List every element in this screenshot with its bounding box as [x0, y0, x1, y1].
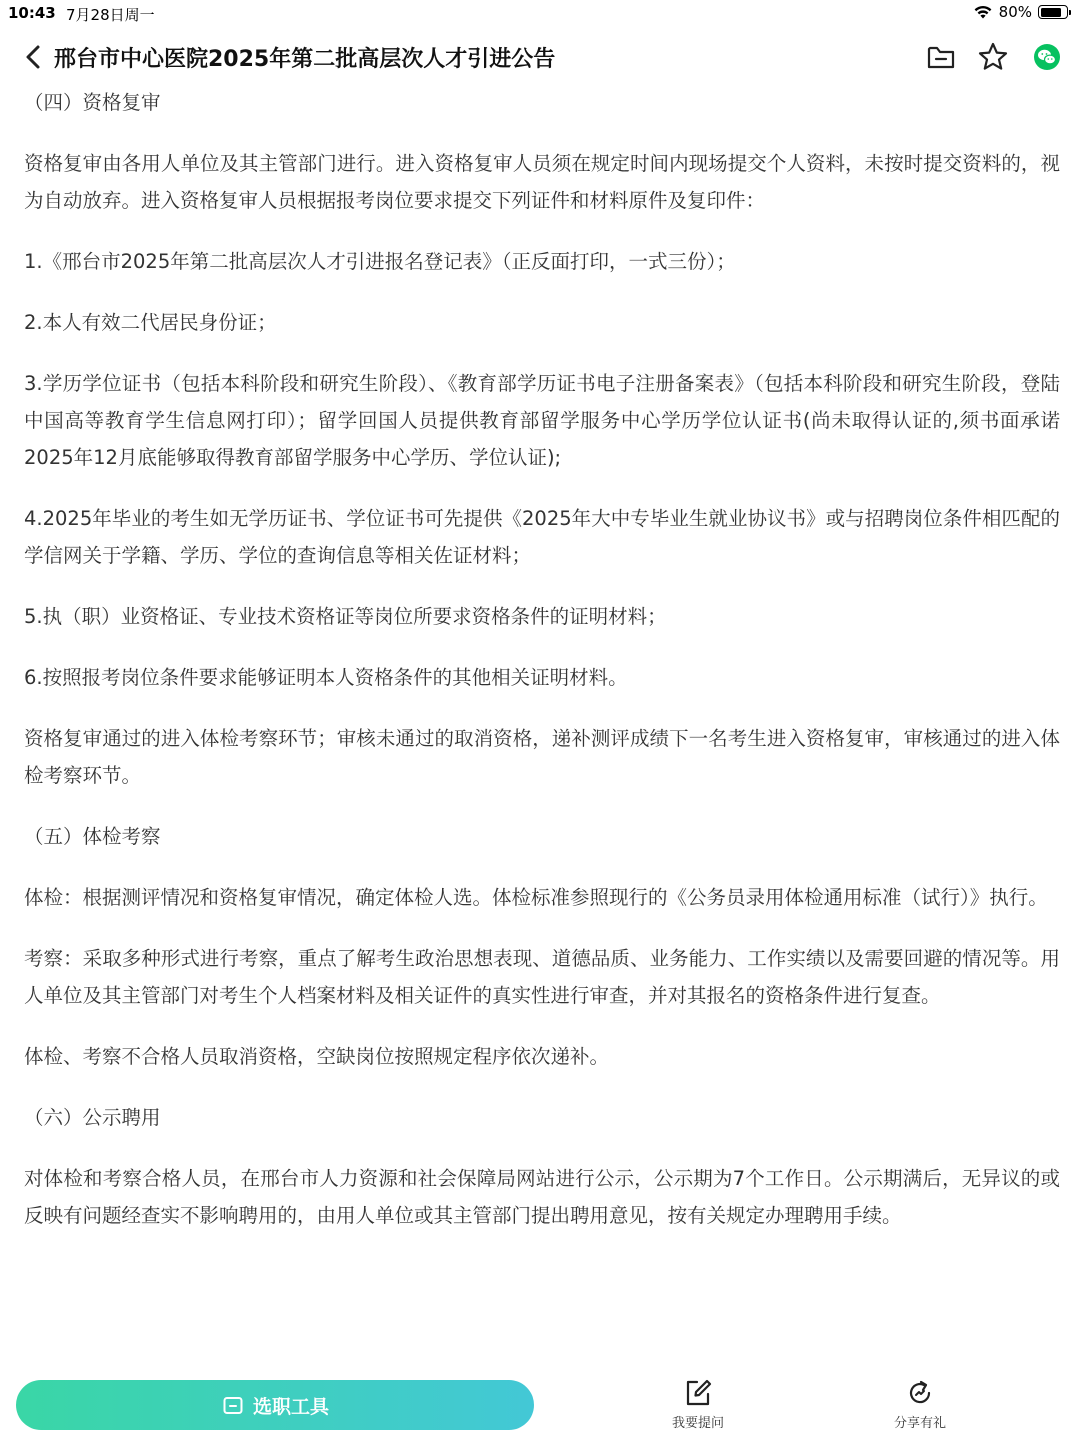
wechat-icon [1030, 40, 1064, 74]
paragraph: 资格复审通过的进入体检考察环节；审核未通过的取消资格，递补测评成绩下一名考生进入资格复审，审核通过的进入体检考察环节。 [24, 727, 1060, 787]
paragraph: 资格复审由各用人单位及其主管部门进行。进入资格复审人员须在规定时间内现场提交个人资料，未按时提交资料的，视为自动放弃。进入资格复审人员根据报考岗位要求提交下列证件和材料原件及复印件： [24, 152, 1060, 212]
paragraph: 6.按照报考岗位条件要求能够证明本人资格条件的其他相关证明材料。 [24, 666, 628, 689]
paragraph: 2.本人有效二代居民身份证； [24, 311, 277, 334]
paragraph: 体检、考察不合格人员取消资格，空缺岗位按照规定程序依次递补。 [24, 1045, 610, 1068]
status-date: 7月28日周一 [66, 6, 155, 24]
status-right [973, 3, 1068, 21]
share-icon [905, 1378, 935, 1408]
article-content [24, 84, 1060, 1258]
star-icon [976, 40, 1010, 74]
status-time: 10:43 [8, 4, 56, 22]
edit-icon [683, 1378, 713, 1408]
section-heading: （六）公示聘用 [24, 1106, 161, 1129]
page-title: 邢台市中心医院2025年第二批高层次人才引进公告 [54, 47, 556, 72]
wechat-share-button[interactable] [1030, 40, 1064, 74]
ask-question-button[interactable] [638, 1378, 758, 1431]
ask-question-label: 我要提问 [671, 1416, 724, 1431]
paragraph: 对体检和考察合格人员，在邢台市人力资源和社会保障局网站进行公示，公示期为7个工作日。公示期满后，无异议的或反映有问题经查实不影响聘用的，由用人单位或其主管部门提出聘用意见，按有关规定办理聘用手续。 [24, 1167, 1060, 1227]
bottom-bar [0, 1370, 1080, 1440]
battery-fill [1041, 8, 1061, 17]
folder-icon [924, 40, 958, 74]
battery-icon [1038, 5, 1068, 19]
paragraph: 1.《邢台市2025年第二批高层次人才引进报名登记表》（正反面打印，一式三份）； [24, 250, 736, 273]
battery-percent: 80% [998, 3, 1032, 21]
status-bar [0, 0, 1080, 28]
paragraph: 4.2025年毕业的考生如无学历证书、学位证书可先提供《2025年大中专毕业生就业协议书》或与招聘岗位条件相匹配的学信网关于学籍、学历、学位的查询信息等相关佐证材料； [24, 507, 1060, 567]
job-tool-label: 选职工具 [252, 1395, 329, 1418]
job-tool-button[interactable] [16, 1380, 534, 1430]
paragraph: 3.学历学位证书（包括本科阶段和研究生阶段）、《教育部学历证书电子注册备案表》（包括本科阶段和研究生阶段，登陆中国高等教育学生信息网打印）；留学回国人员提供教育部留学服务中心学历学位认证书(尚未取得认证的,须书面承诺2025年12月底能够取得教育部留学服务中心学历、学位认证); [24, 372, 1060, 469]
paragraph: 5.执（职）业资格证、专业技术资格证等岗位所要求资格条件的证明材料； [24, 605, 667, 628]
back-icon [20, 42, 48, 72]
back-button[interactable] [20, 42, 48, 72]
paragraph: 考察：采取多种形式进行考察，重点了解考生政治思想表现、道德品质、业务能力、工作实绩以及需要回避的情况等。用人单位及其主管部门对考生个人档案材料及相关证件的真实性进行审查，并对其报名的资格条件进行复查。 [24, 947, 1060, 1007]
section-heading: （五）体检考察 [24, 825, 161, 848]
wifi-icon [973, 4, 993, 20]
share-reward-button[interactable] [860, 1378, 980, 1431]
nav-bar [0, 32, 1080, 84]
section-heading: （四）资格复审 [24, 91, 161, 114]
toolbox-icon [221, 1393, 245, 1417]
paragraph: 体检：根据测评情况和资格复审情况，确定体检人选。体检标准参照现行的《公务员录用体检通用标准（试行）》执行。 [24, 886, 1048, 909]
favorite-button[interactable] [976, 40, 1010, 74]
folder-button[interactable] [924, 40, 958, 74]
share-reward-label: 分享有礼 [893, 1416, 946, 1431]
